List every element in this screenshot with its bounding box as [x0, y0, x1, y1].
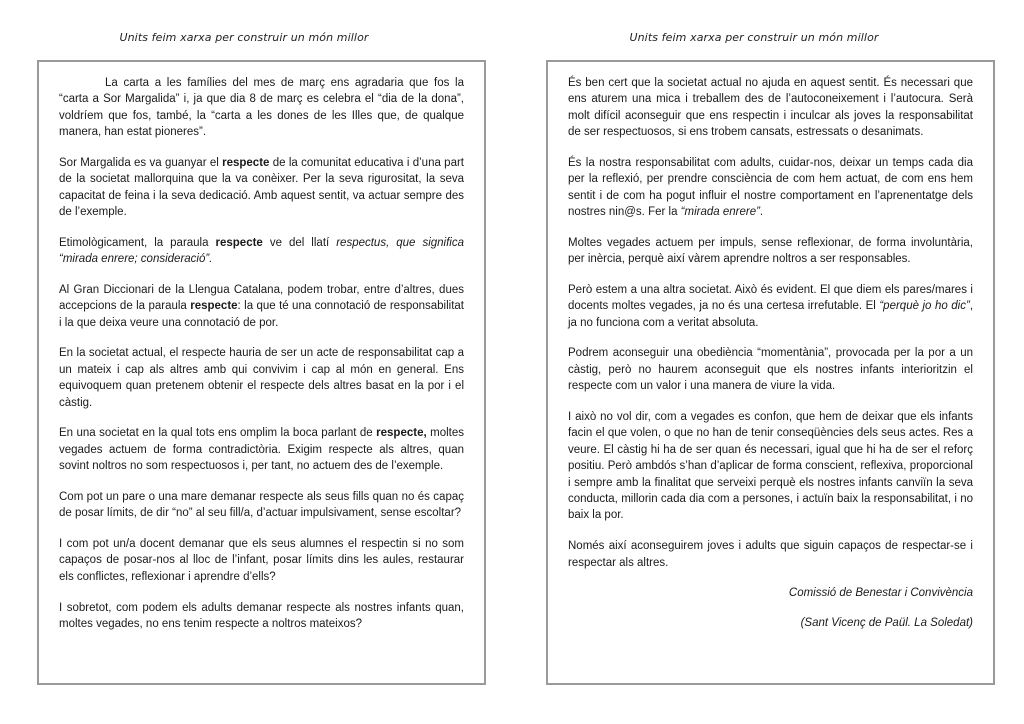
- paragraph: I això no vol dir, com a vegades es confon, que hem de deixar que els infants facin el que volen, o que no han de tenir conseqüències dels seus actes. Res a veure. El càstig hi ha de ser quan és necessari, igual que hi ha de ser el reforç positiu. Però ambdós s’han d’aplicar de forma conscient, reflexiva, proporcional i sempre amb la finalitat que serveixi perquè els nostres infants canviïn la seva conducta, millorin cada dia com a persones, i actuïn baix la responsabilitat, i no baix la por.: [568, 410, 973, 522]
- paragraph: I com pot un/a docent demanar que els seus alumnes el respectin si no som capaços de posar-nos al lloc de l’infant, posar límits dins les aules, restaurar els conflictes, reflexionar i aprendre d’ells?: [59, 538, 464, 583]
- paragraph: Moltes vegades actuem per impuls, sense reflexionar, de forma involuntària, per inèrcia, perquè així vàrem aprendre noltros a ser responsables.: [568, 236, 973, 266]
- italic-phrase: “mirada enrere”: [680, 206, 760, 219]
- signature-committee: Comissió de Benestar i Convivència: [788, 587, 973, 600]
- paragraph: I sobretot, com podem els adults demanar respecte als nostres infants quan, moltes vegades, no ens tenim respecte a noltros mateixos?: [59, 601, 464, 630]
- signature-school: (Sant Vicenç de Paül. La Soledat): [800, 617, 973, 630]
- paragraph: Només així aconseguirem joves i adults que siguin capaços de respectar-se i respectar als altres.: [568, 540, 973, 569]
- page-header-left: Units feim xarxa per construir un món millor: [119, 31, 369, 44]
- bold-term: respecte: [215, 236, 263, 249]
- bold-term: respecte,: [376, 427, 427, 440]
- paragraph: És la nostra responsabilitat com adults, cuidar-nos, deixar un temps cada dia per la reflexió, per prendre consciència de com hem actuat, de com ens hem sentit i de com ha pogut influir el nostre comportament en l’aprenentatge dels nostres nin@s. Fer la “mirada enrere”.: [568, 156, 973, 219]
- paragraph: La carta a les famílies del mes de març ens agradaria que fos la “carta a Sor Margalida” i, ja que dia 8 de març es celebra el “dia de la dona”, voldríem que fos, també, la “carta a les dones de les Illes que, de qualque manera, han estat pioneres”.: [59, 77, 464, 139]
- paragraph: Podrem aconseguir una obediència “momentània”, provocada per la por a un càstig, però no haurem aconseguit que els nostres infants interioritzin el respecte com un valor i una manera de viure la vida.: [568, 347, 973, 393]
- italic-definition: respectus, que significa “mirada enrere; consideració”.: [59, 236, 465, 266]
- paragraph: En la societat actual, el respecte hauria de ser un acte de responsabilitat cap a un mateix i cap als altres amb qui convivim i cap al món en general. Ens equivoquem quan pretenem obtenir el respecte dels altres basat en la por i el càstig.: [59, 347, 464, 409]
- paragraph: Però estem a una altra societat. Això és evident. El que diem els pares/mares i docents moltes vegades, ja no és una certesa irrefutable. El “perquè jo ho dic”, ja no funciona com a veritat absoluta.: [568, 283, 974, 329]
- bold-term: respecte: [190, 300, 238, 313]
- paragraph: En una societat en la qual tots ens omplim la boca parlant de respecte, moltes vegades actuem de forma contradictòria. Exigim respecte als altres, quan sovint noltros no som respectuosos i, per tant, no actuem des de l’exemple.: [59, 427, 464, 473]
- paragraph: Sor Margalida es va guanyar el respecte de la comunitat educativa i d’una part de la societat mallorquina que la va conèixer. Per la seva rigurositat, la seva capacitat de feina i la seva dedicació. Amb aquest sentit, va actuar sempre des de l’exemple.: [59, 156, 464, 219]
- paragraph: Etimològicament, la paraula respecte ve del llatí respectus, que significa “mirada enrere; consideració”.: [59, 236, 465, 266]
- bold-term: respecte: [222, 156, 270, 169]
- page-header-right: Units feim xarxa per construir un món millor: [629, 31, 879, 44]
- paragraph: Al Gran Diccionari de la Llengua Catalana, podem trobar, entre d’altres, dues accepcions de la paraula respecte: la que té una connotació de responsabilitat i la que deixa veure una connotació de por.: [59, 283, 464, 329]
- left-page: [37, 60, 486, 685]
- right-page: [546, 60, 995, 685]
- paragraph: Com pot un pare o una mare demanar respecte als seus fills quan no és capaç de posar límits, de dir “no” al seu fill/a, d’actuar impulsivament, sense escoltar?: [59, 490, 464, 520]
- italic-phrase: “perquè jo ho dic”: [879, 300, 970, 313]
- paragraph: És ben cert que la societat actual no ajuda en aquest sentit. És necessari que ens aturem una mica i treballem des de l’autoconeixement i l’autocura. Serà molt difícil aconseguir que ens respectin i inculcar als joves la responsabilitat de ser respectuosos, si ens trobem cansats, estressats o desanimats.: [568, 77, 973, 139]
